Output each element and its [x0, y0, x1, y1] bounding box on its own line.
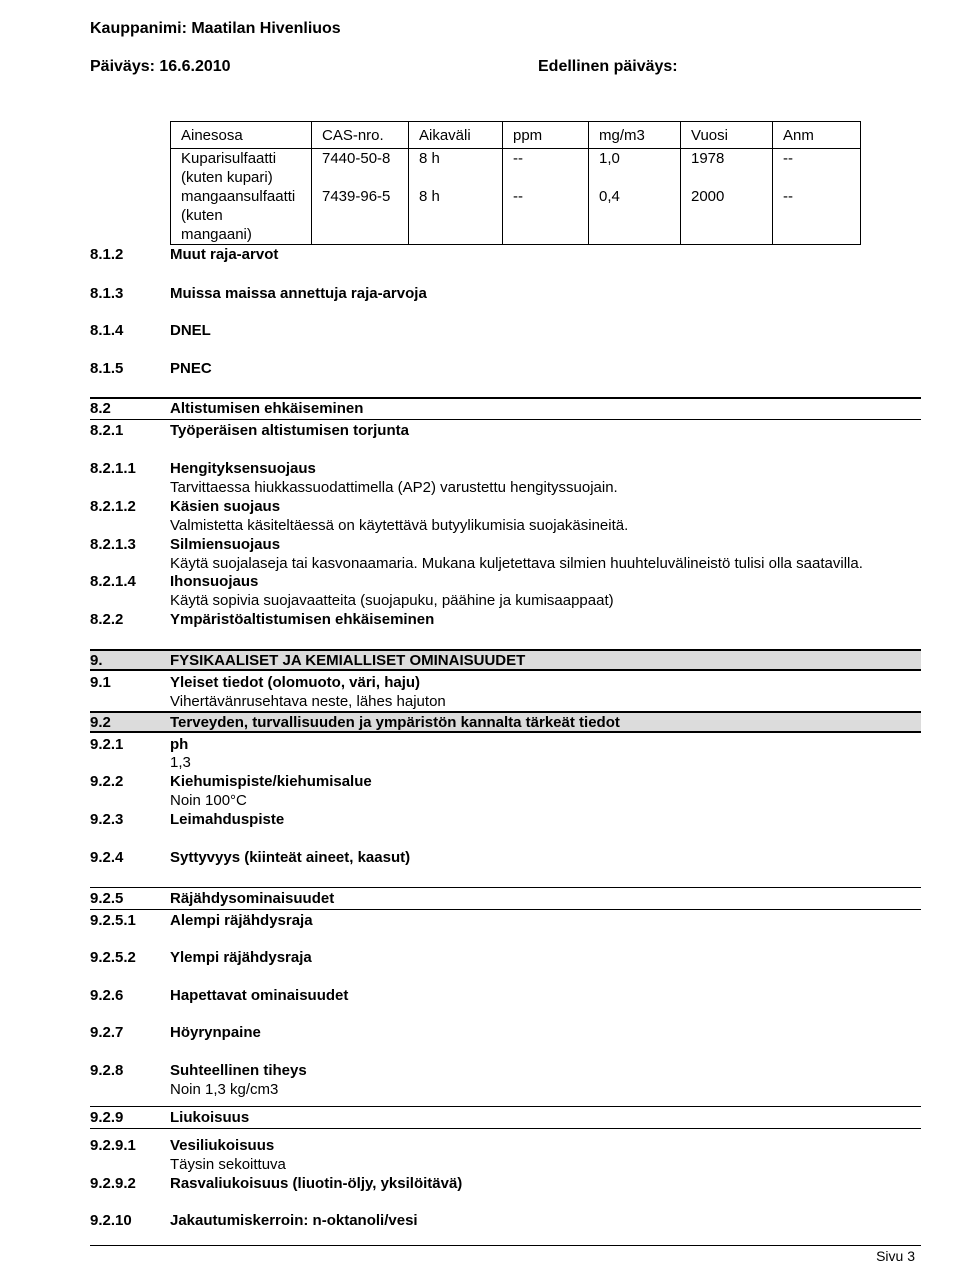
section-number: 8.2.1.4: [90, 573, 136, 590]
cell-component: [171, 187, 312, 245]
section-number: 8.1.5: [90, 360, 124, 377]
section-number: 9.2.5.1: [90, 912, 136, 929]
section-text: Tarvittaessa hiukkassuodattimella (AP2) varustettu hengityssuojain.: [170, 479, 618, 496]
section-text: Käytä sopivia suojavaatteita (suojapuku, päähine ja kumisaappaat): [170, 592, 614, 609]
cell-year: 1978: [681, 149, 773, 188]
column-header: ppm: [503, 122, 589, 149]
section-text: Täysin sekoittuva: [170, 1156, 286, 1173]
section-number: 9.2.4: [90, 849, 124, 866]
cell-period: 8 h: [409, 149, 503, 188]
column-header: Ainesosa: [171, 122, 312, 149]
section-title: Syttyvyys (kiinteät aineet, kaasut): [170, 849, 411, 866]
column-header: Anm: [773, 122, 861, 149]
page-number: Sivu 3: [876, 1248, 915, 1264]
component-name: mangaansulfaatti: [181, 188, 296, 205]
section-title: Höyrynpaine: [170, 1024, 261, 1041]
section-title: Ylempi räjähdysraja: [170, 949, 312, 966]
section-number: 9.2.1: [90, 736, 124, 753]
section-title: Altistumisen ehkäiseminen: [170, 400, 364, 417]
section-text: Vihertävänrusehtava neste, lähes hajuton: [170, 693, 446, 710]
section-number: 9.2.9.1: [90, 1137, 136, 1154]
section-title: Hengityksensuojaus: [170, 460, 316, 477]
cell-anm: --: [773, 187, 861, 245]
section-number: 8.2.2: [90, 611, 124, 628]
section-title: Hapettavat ominaisuudet: [170, 987, 349, 1004]
section-title: Terveyden, turvallisuuden ja ympäristön kannalta tärkeät tiedot: [170, 714, 620, 731]
cell-ppm: --: [503, 149, 589, 188]
section-number: 8.2.1: [90, 422, 124, 439]
section-number: 8.1.3: [90, 285, 124, 302]
component-name-detail: (kuten: [181, 207, 223, 224]
previous-date: Edellinen päiväys:: [538, 58, 678, 75]
table-row: [171, 149, 861, 188]
cell-period: 8 h: [409, 187, 503, 245]
column-header: mg/m3: [589, 122, 681, 149]
section-number: 8.2.1.1: [90, 460, 136, 477]
section-title: PNEC: [170, 360, 212, 377]
section-title: Rasvaliukoisuus (liuotin-öljy, yksilöitävä): [170, 1175, 463, 1192]
section-number: 9.2.7: [90, 1024, 124, 1041]
section-number: 9.: [90, 652, 103, 669]
section-divider: [90, 1106, 921, 1107]
section-divider: [90, 419, 921, 420]
section-title: Suhteellinen tiheys: [170, 1062, 307, 1079]
section-number: 9.2.5.2: [90, 949, 136, 966]
section-text: Noin 100°C: [170, 792, 247, 809]
cell-ppm: --: [503, 187, 589, 245]
section-text: Valmistetta käsiteltäessä on käytettävä butyylikumisia suojakäsineitä.: [170, 517, 629, 534]
component-name-detail: mangaani): [181, 226, 252, 243]
section-text: Käytä suojalaseja tai kasvonaamaria. Mukana kuljetettava silmien huuhteluvälineistö tulisi olla saatavilla.: [170, 555, 863, 572]
section-number: 8.1.2: [90, 246, 124, 263]
column-header: Vuosi: [681, 122, 773, 149]
section-title: Liukoisuus: [170, 1109, 250, 1126]
section-number: 9.2.2: [90, 773, 124, 790]
section-number: 8.1.4: [90, 322, 124, 339]
section-number: 9.1: [90, 674, 111, 691]
cell-mgm3: 1,0: [589, 149, 681, 188]
section-title: Ihonsuojaus: [170, 573, 259, 590]
section-divider: [90, 887, 921, 888]
section-divider: [90, 397, 921, 399]
section-title: Ympäristöaltistumisen ehkäiseminen: [170, 611, 435, 628]
section-title: Muut raja-arvot: [170, 246, 279, 263]
footer-divider: [90, 1245, 921, 1246]
document-date: Päiväys: 16.6.2010: [90, 58, 231, 75]
section-title: Vesiliukoisuus: [170, 1137, 275, 1154]
cell-anm: --: [773, 149, 861, 188]
section-divider: [90, 1128, 921, 1129]
exposure-limits-table: [170, 121, 861, 245]
section-title: Leimahduspiste: [170, 811, 285, 828]
section-number: 9.2.9.2: [90, 1175, 136, 1192]
company-name: Kauppanimi: Maatilan Hivenliuos: [90, 20, 341, 37]
section-number: 9.2.8: [90, 1062, 124, 1079]
section-title: Kiehumispiste/kiehumisalue: [170, 773, 372, 790]
cell-cas: 7440-50-8: [312, 149, 409, 188]
column-header: Aikaväli: [409, 122, 503, 149]
cell-year: 2000: [681, 187, 773, 245]
section-title: Alempi räjähdysraja: [170, 912, 313, 929]
cell-mgm3: 0,4: [589, 187, 681, 245]
section-title: Jakautumiskerroin: n-oktanoli/vesi: [170, 1212, 418, 1229]
component-name: Kuparisulfaatti: [181, 150, 277, 167]
section-divider: [90, 909, 921, 910]
section-number: 9.2.6: [90, 987, 124, 1004]
section-title: ph: [170, 736, 189, 753]
section-title: Käsien suojaus: [170, 498, 281, 515]
column-header: CAS-nro.: [312, 122, 409, 149]
cell-cas: 7439-96-5: [312, 187, 409, 245]
table-row: [171, 187, 861, 245]
section-title: Työperäisen altistumisen torjunta: [170, 422, 409, 439]
section-number: 8.2.1.2: [90, 498, 136, 515]
section-title: DNEL: [170, 322, 211, 339]
section-text: 1,3: [170, 754, 191, 771]
section-title: Räjähdysominaisuudet: [170, 890, 335, 907]
section-number: 9.2.5: [90, 890, 124, 907]
section-title: Silmiensuojaus: [170, 536, 281, 553]
section-number: 9.2.3: [90, 811, 124, 828]
section-number: 9.2.10: [90, 1212, 132, 1229]
cell-component: [171, 149, 312, 188]
section-title: Muissa maissa annettuja raja-arvoja: [170, 285, 427, 302]
section-number: 8.2: [90, 400, 111, 417]
table-header-row: [171, 122, 861, 149]
section-number: 9.2: [90, 714, 111, 731]
section-text: Noin 1,3 kg/cm3: [170, 1081, 279, 1098]
section-title: FYSIKAALISET JA KEMIALLISET OMINAISUUDET: [170, 652, 526, 669]
section-number: 8.2.1.3: [90, 536, 136, 553]
component-name-detail: (kuten kupari): [181, 169, 273, 186]
section-title: Yleiset tiedot (olomuoto, väri, haju): [170, 674, 421, 691]
section-number: 9.2.9: [90, 1109, 124, 1126]
